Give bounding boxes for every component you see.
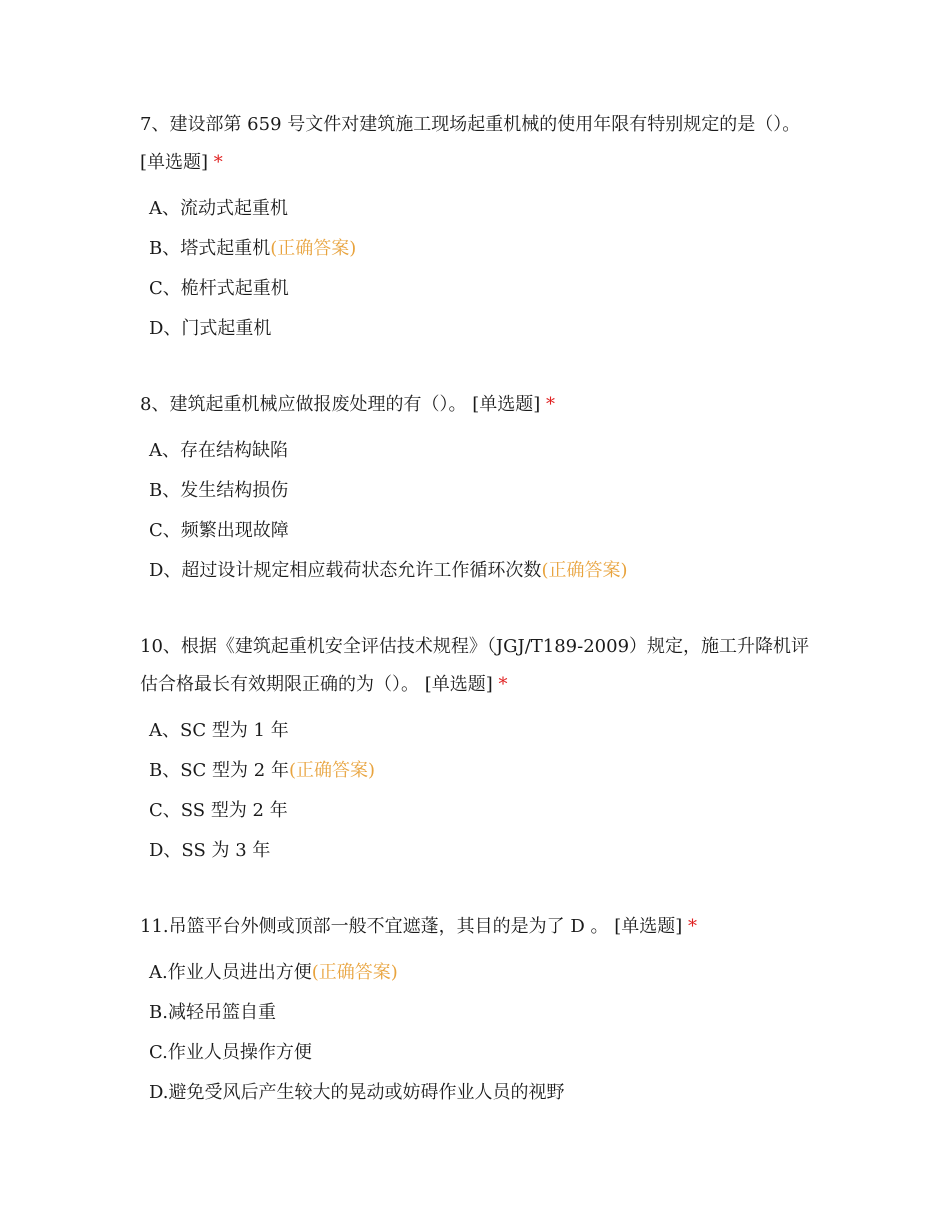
option-d[interactable] [140, 551, 820, 591]
option-b[interactable] [140, 471, 820, 511]
question-text: 7、建设部第 659 号文件对建筑施工现场起重机械的使用年限有特别规定的是（）。 [140, 114, 801, 135]
option-d[interactable] [140, 1073, 820, 1113]
option-text: B、发生结构损伤 [149, 480, 289, 501]
option-c[interactable] [140, 269, 820, 309]
question-8 [140, 386, 820, 591]
correct-answer-label: (正确答案) [311, 962, 398, 983]
correct-answer-label: (正确答案) [270, 238, 357, 259]
option-text: D.避免受风后产生较大的晃动或妨碍作业人员的视野 [149, 1082, 565, 1103]
option-list [140, 711, 820, 871]
option-text: A、流动式起重机 [149, 198, 288, 219]
option-text: D、门式起重机 [149, 318, 272, 339]
question-text: 11.吊篮平台外侧或顶部一般不宜遮蓬，其目的是为了 D 。 [140, 916, 609, 937]
option-text: A、存在结构缺陷 [149, 440, 288, 461]
option-text: C.作业人员操作方便 [149, 1042, 312, 1063]
option-text: B.减轻吊篮自重 [149, 1002, 276, 1023]
required-mark: * [545, 394, 555, 415]
required-mark: * [213, 152, 223, 173]
option-text: A.作业人员进出方便 [149, 962, 312, 983]
question-type-label: [单选题] [424, 674, 493, 695]
option-b[interactable] [140, 993, 820, 1033]
option-text: B、塔式起重机 [149, 238, 271, 259]
option-text: D、超过设计规定相应载荷状态允许工作循环次数 [149, 560, 542, 581]
option-text: C、频繁出现故障 [149, 520, 289, 541]
option-a[interactable] [140, 953, 820, 993]
option-text: B、SC 型为 2 年 [149, 760, 289, 781]
option-a[interactable] [140, 431, 820, 471]
option-text: C、桅杆式起重机 [149, 278, 289, 299]
question-text: 8、建筑起重机械应做报废处理的有（）。 [140, 394, 467, 415]
option-text: C、SS 型为 2 年 [149, 800, 288, 821]
option-c[interactable] [140, 1033, 820, 1073]
question-title [140, 106, 820, 182]
option-list [140, 431, 820, 591]
question-type-label: [单选题] [472, 394, 541, 415]
option-b[interactable] [140, 229, 820, 269]
required-mark: * [498, 674, 508, 695]
question-type-label: [单选题] [614, 916, 683, 937]
question-7 [140, 106, 820, 349]
correct-answer-label: (正确答案) [541, 560, 628, 581]
question-type-label: [单选题] [140, 152, 209, 173]
required-mark: * [688, 916, 698, 937]
question-text: 10、根据《建筑起重机安全评估技术规程》（JGJ/T189-2009）规定，施工升降机评估合格最长有效期限正确的为（）。 [140, 636, 810, 695]
option-list [140, 189, 820, 349]
option-text: D、SS 为 3 年 [149, 840, 271, 861]
option-c[interactable] [140, 511, 820, 551]
question-11 [140, 908, 820, 1113]
option-c[interactable] [140, 791, 820, 831]
question-10 [140, 628, 820, 871]
option-d[interactable] [140, 309, 820, 349]
option-a[interactable] [140, 711, 820, 751]
option-b[interactable] [140, 751, 820, 791]
question-title [140, 908, 820, 946]
option-d[interactable] [140, 831, 820, 871]
option-text: A、SC 型为 1 年 [149, 720, 289, 741]
question-title [140, 386, 820, 424]
correct-answer-label: (正确答案) [288, 760, 375, 781]
question-title [140, 628, 820, 704]
option-a[interactable] [140, 189, 820, 229]
option-list [140, 953, 820, 1113]
